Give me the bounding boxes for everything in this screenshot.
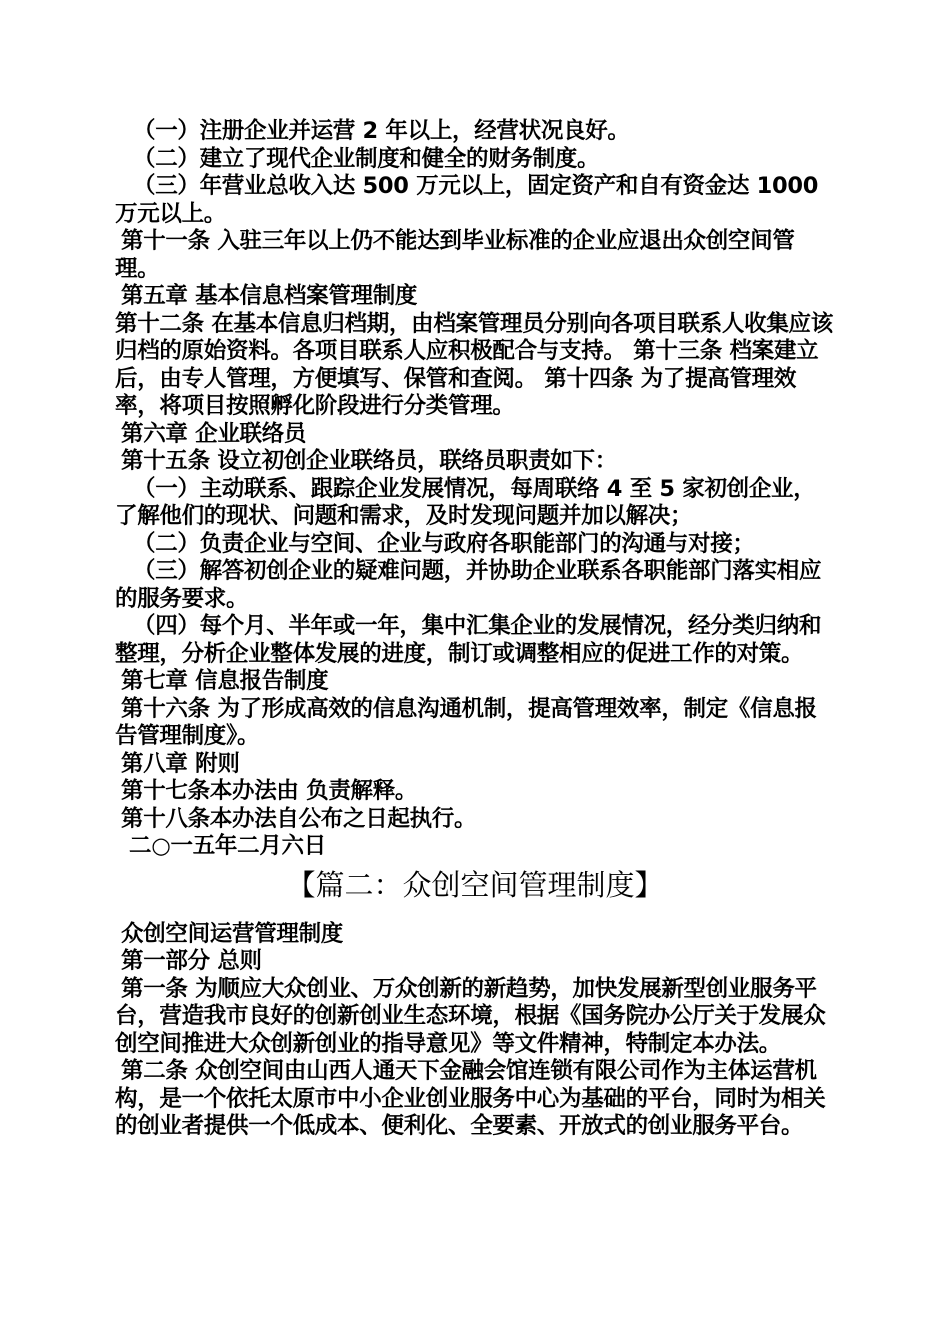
- article-16: 第十六条 为了形成高效的信息沟通机制，提高管理效率，制定《信息报告管理制度》。: [115, 695, 817, 749]
- duty-item-1: （一）主动联系、跟踪企业发展情况，每周联络 4 至 5 家初创企业，了解他们的现状、问题和需求，及时发现问题并加以解决；: [115, 475, 816, 529]
- article-18: 第十八条本办法自公布之日起执行。: [121, 805, 477, 832]
- articles-12-14: 第十二条 在基本信息归档期，由档案管理员分别向各项目联系人收集应该归档的原始资料。各项目联系人应积极配合与支持。 第十三条 档案建立后，由专人管理，方便填写、保管和查阅。 第十四条 为了提高管理效率，将项目按照孵化阶段进行分类管理。: [115, 310, 833, 419]
- duty-item-2: （二）负责企业与空间、企业与政府各职能部门的沟通与对接；: [133, 530, 755, 557]
- chapter-8-title: 第八章 附则: [121, 750, 240, 777]
- chapter-5-title: 第五章 基本信息档案管理制度: [121, 283, 418, 309]
- duty-item-4: （四）每个月、半年或一年，集中汇集企业的发展情况，经分类归纳和整理，分析企业整体发展的进度，制订或调整相应的促进工作的对策。: [115, 613, 822, 667]
- section-title: 众创空间运营管理制度: [121, 920, 344, 947]
- duty-item-3: （三）解答初创企业的疑难问题，并协助企业联系各职能部门落实相应的服务要求。: [115, 558, 822, 612]
- article-2: 第二条 众创空间由山西人通天下金融会馆连锁有限公司作为主体运营机构，是一个依托太原市中小企业创业服务中心为基础的平台，同时为相关的创业者提供一个低成本、便利化、全要素、开放式的创业服务平台。: [115, 1058, 826, 1139]
- article-17: 第十七条本办法由 负责解释。: [121, 778, 418, 804]
- document-date: 二○一五年二月六日: [129, 833, 326, 859]
- section-heading: 【篇二：众创空间管理制度】: [286, 867, 664, 902]
- chapter-7-title: 第七章 信息报告制度: [121, 668, 329, 694]
- article-11: 第十一条 入驻三年以上仍不能达到毕业标准的企业应退出众创空间管理。: [115, 228, 795, 282]
- document-body: [115, 118, 835, 1141]
- article-1: 第一条 为顺应大众创业、万众创新的新趋势，加快发展新型创业服务平台，营造我市良好的创新创业生态环境，根据《国务院办公厅关于发展众创空间推进大众创新创业的指导意见》等文件精神，特制定本办法。: [115, 975, 826, 1057]
- part-1-title: 第一部分 总则: [121, 948, 262, 974]
- article-15: 第十五条 设立初创企业联络员，联络员职责如下：: [121, 448, 617, 474]
- chapter-6-title: 第六章 企业联络员: [121, 420, 307, 447]
- paragraph-item-1: （一）注册企业并运营 2 年以上，经营状况良好。: [133, 118, 630, 144]
- paragraph-item-3: （三）年营业总收入达 500 万元以上，固定资产和自有资金达 1000 万元以上。: [115, 173, 819, 227]
- paragraph-item-2: （二）建立了现代企业制度和健全的财务制度。: [133, 145, 600, 172]
